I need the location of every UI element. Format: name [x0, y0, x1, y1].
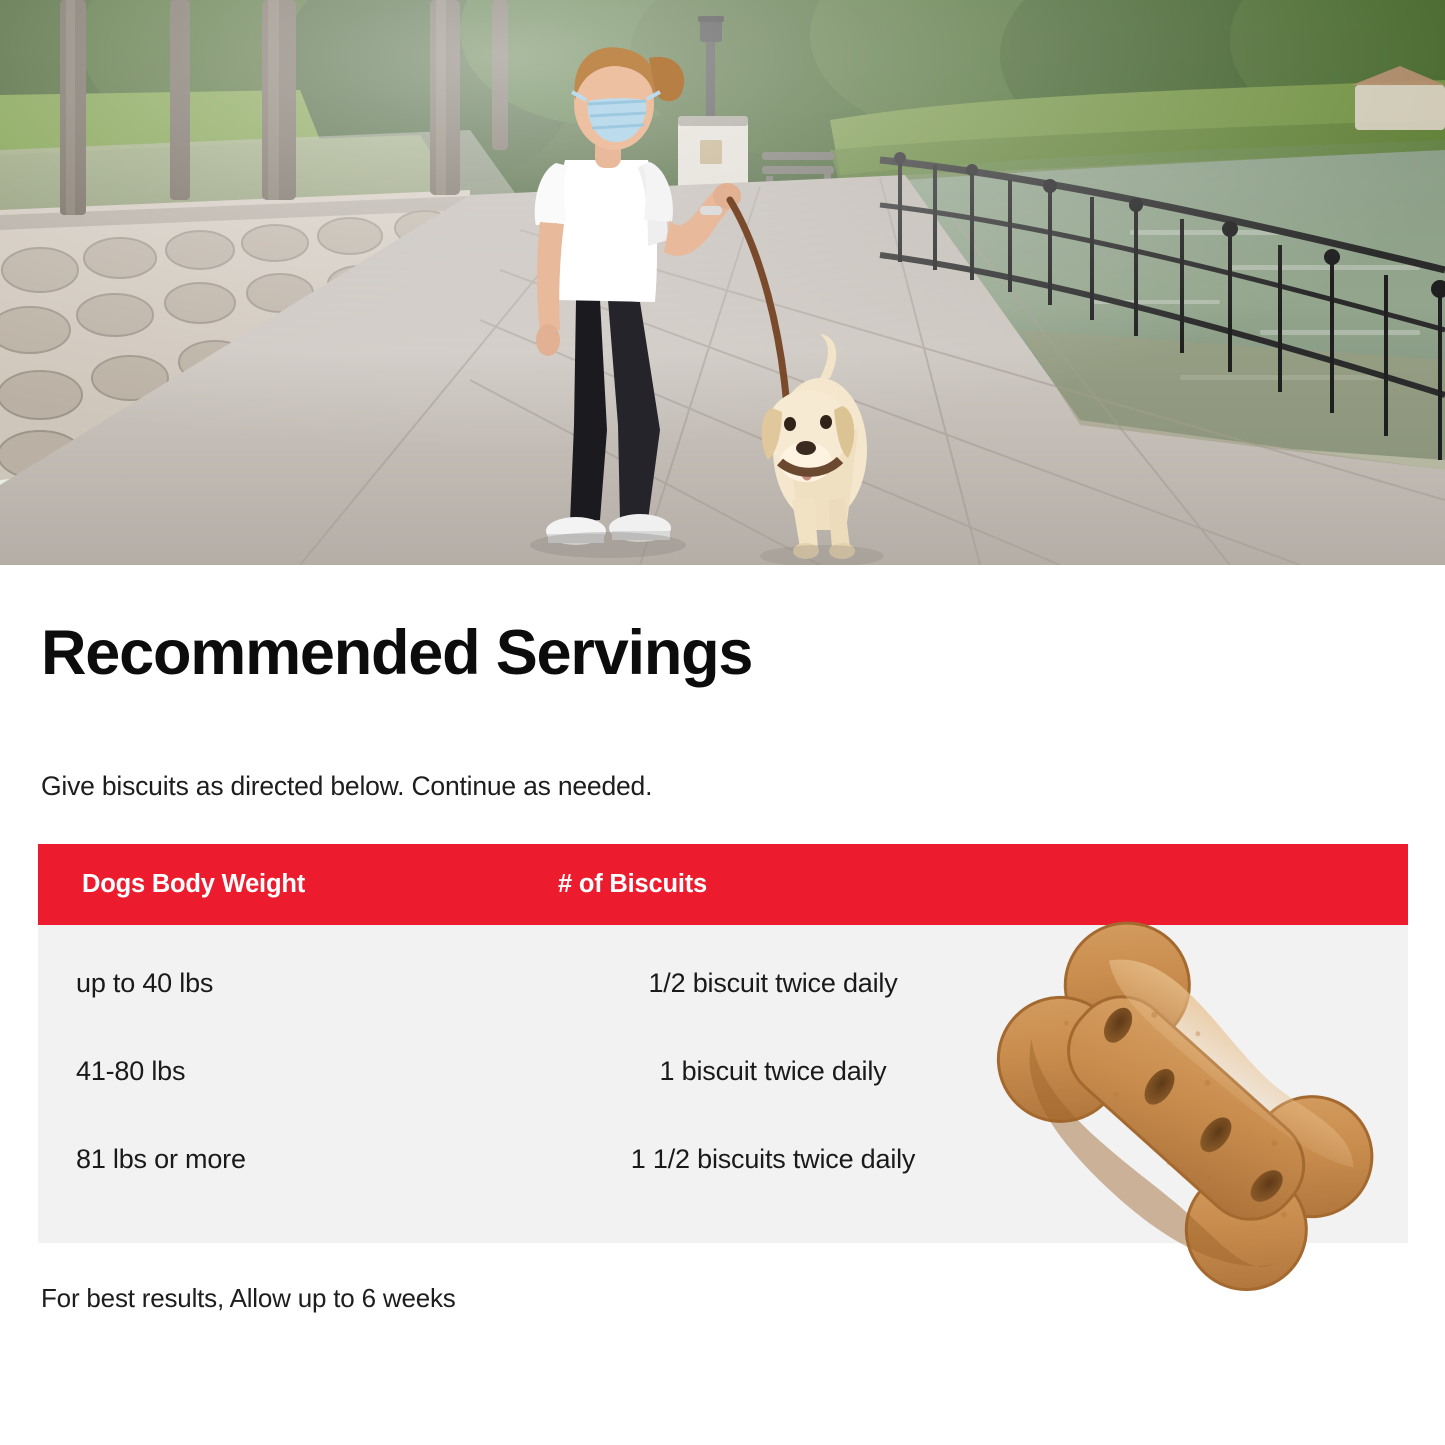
table-row [38, 1027, 1408, 1115]
cell-biscuits: 1/2 biscuit twice daily [648, 967, 898, 998]
hero-illustration [0, 0, 1445, 565]
servings-table [38, 844, 1408, 1243]
column-header-biscuits: # of Biscuits [558, 870, 708, 898]
table-row [38, 939, 1408, 1027]
cell-weight: 81 lbs or more [76, 1143, 246, 1174]
cell-biscuits: 1 biscuit twice daily [659, 1055, 887, 1086]
cell-weight: up to 40 lbs [76, 967, 214, 998]
servings-content [0, 617, 1445, 1314]
table-body [38, 925, 1408, 1243]
cell-biscuits: 1 1/2 biscuits twice daily [630, 1143, 916, 1174]
footnote-text: For best results, Allow up to 6 weeks [41, 1283, 456, 1313]
page-title: Recommended Servings [41, 618, 753, 688]
table-row [38, 1115, 1408, 1203]
hero-photo [0, 0, 1445, 565]
instructions-text: Give biscuits as directed below. Continue as needed. [41, 771, 653, 801]
table-header-row [38, 844, 1408, 925]
column-header-weight: Dogs Body Weight [82, 870, 305, 898]
cell-weight: 41-80 lbs [76, 1055, 186, 1086]
